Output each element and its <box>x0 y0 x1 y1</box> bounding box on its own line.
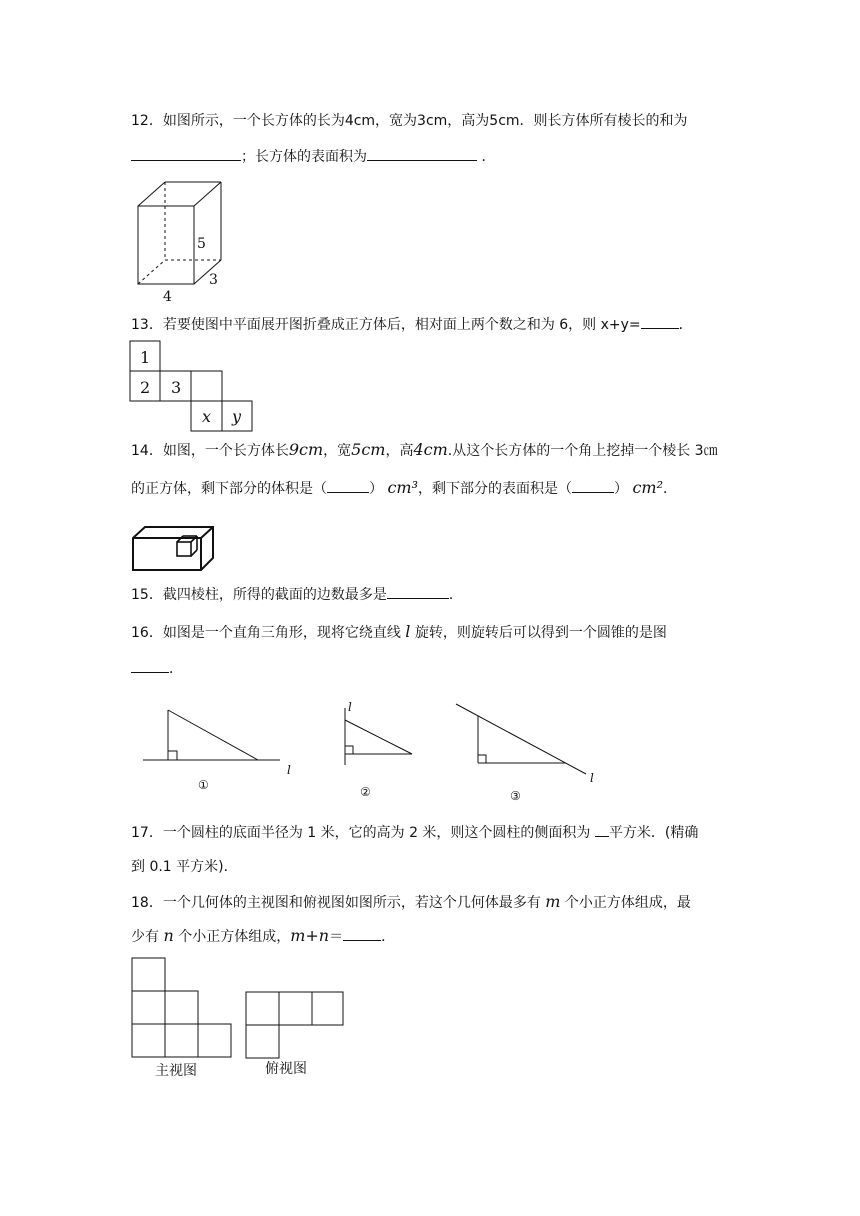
q16-axis-label-1: l <box>287 763 291 777</box>
q15-text: 15．截四棱柱，所得的截面的边数最多是 <box>131 587 387 603</box>
q16-text-b: 旋转，则旋转后可以得到一个圆锥的是图 <box>414 625 667 641</box>
q14-length: 9cm <box>288 440 324 459</box>
q14-blank-area[interactable] <box>572 478 614 493</box>
q16-triangle-3 <box>452 700 602 803</box>
q16-label-1: ① <box>198 778 209 792</box>
q18-end: ． <box>381 929 396 945</box>
q18-text-d: 个小正方体组成， <box>178 929 291 945</box>
q14-close2: ） <box>614 481 628 497</box>
q17-text-a: 17．一个圆柱的底面半径为 1 米，它的高为 2 米，则这个圆柱的侧面积为 <box>131 825 591 841</box>
q14-width: 5cm <box>351 440 386 459</box>
q13-cell-1: 1 <box>140 348 151 367</box>
q18-top-label: 俯视图 <box>265 1061 307 1077</box>
q14-blank-volume[interactable] <box>327 478 369 493</box>
q14-text-b: .从这个长方体的一个角上挖掉一个棱长 3㎝ <box>447 443 718 459</box>
q14-line1 <box>131 440 718 461</box>
q18-var-m: m <box>545 892 561 911</box>
q16-text-a: 16．如图是一个直角三角形，现将它绕直线 <box>131 625 401 641</box>
q16-axis-var: l <box>405 622 411 641</box>
q13-cell-3: 3 <box>171 378 182 397</box>
q16-blank[interactable] <box>131 658 169 673</box>
q12-blank-area[interactable] <box>367 146 477 161</box>
q16-axis-label-2: l <box>348 700 352 714</box>
q14-text-c: 的正方体，剩下部分的体积是（ <box>131 481 327 497</box>
q13-cell-2: 2 <box>140 378 151 397</box>
q13-text: 13．若要使图中平面展开图折叠成正方体后，相对面上两个数之和为 6，则 x+y= <box>131 317 641 333</box>
q13-cell-x: x <box>202 407 212 426</box>
q18-line2 <box>131 926 395 947</box>
q14-sep2: ，高 <box>385 443 414 459</box>
q18-front-label: 主视图 <box>155 1063 197 1079</box>
q12-line2 <box>131 146 495 167</box>
q18-blank[interactable] <box>343 926 381 941</box>
q14-unit-volume: cm³ <box>387 478 418 497</box>
q14-height: 4cm <box>413 440 448 459</box>
q12-line1: 12．如图所示，一个长方体的长为4cm，宽为3cm，高为5cm．则长方体所有棱长的和为 <box>131 113 688 129</box>
q16-axis-label-3: l <box>590 771 594 785</box>
q18-text-a: 18．一个几何体的主视图和俯视图如图所示，若这个几何体最多有 <box>131 895 541 911</box>
q16-triangle-1 <box>140 705 305 795</box>
q16-line2 <box>131 658 183 679</box>
q17-line1 <box>131 822 698 843</box>
q15-end: ． <box>448 587 463 603</box>
q13-net-figure <box>129 340 259 432</box>
q17-line2: 到 0.1 平方米)． <box>131 859 238 875</box>
q18-var-n: n <box>163 926 174 945</box>
q14-sep1: ，宽 <box>323 443 352 459</box>
q16-end: ． <box>169 661 183 677</box>
q18-front-view <box>131 957 236 1082</box>
q12-blank-edges[interactable] <box>131 146 241 161</box>
q16-label-3: ③ <box>510 789 521 803</box>
q14-cuboid-cutout-figure <box>131 524 219 572</box>
q12-cuboid-figure <box>133 180 233 305</box>
q18-eq: ＝ <box>329 929 344 945</box>
q12-length-label: 4 <box>163 289 172 305</box>
q12-height-label: 5 <box>197 236 206 252</box>
q14-end: ． <box>663 481 677 497</box>
q16-line1 <box>131 622 667 643</box>
q18-expr: m+n <box>290 926 330 945</box>
q14-close1: ） <box>369 481 383 497</box>
q14-text-d: ，剩下部分的表面积是（ <box>418 481 572 497</box>
q12-width-label: 3 <box>209 272 218 288</box>
q14-unit-area: cm² <box>632 478 663 497</box>
q18-line1 <box>131 892 691 913</box>
q18-text-b: 个小正方体组成，最 <box>564 895 691 911</box>
q13-cell-y: y <box>232 407 242 426</box>
q15-blank[interactable] <box>387 584 449 599</box>
q14-text-a: 14．如图，一个长方体长 <box>131 443 289 459</box>
q17-text-b: 平方米．(精确 <box>608 825 699 841</box>
q16-label-2: ② <box>360 785 371 799</box>
q15-line <box>131 584 463 605</box>
q18-top-view <box>245 991 350 1081</box>
q18-text-c: 少有 <box>131 929 159 945</box>
q13-end: ． <box>678 317 693 333</box>
q17-blank[interactable] <box>595 822 609 837</box>
q13-line <box>131 314 693 335</box>
q13-blank[interactable] <box>641 314 679 329</box>
q12-line2-text: ；长方体的表面积为 <box>241 149 367 165</box>
q16-triangle-2 <box>338 700 423 800</box>
q14-line2 <box>131 478 677 499</box>
q12-line2-end: ． <box>481 149 496 165</box>
